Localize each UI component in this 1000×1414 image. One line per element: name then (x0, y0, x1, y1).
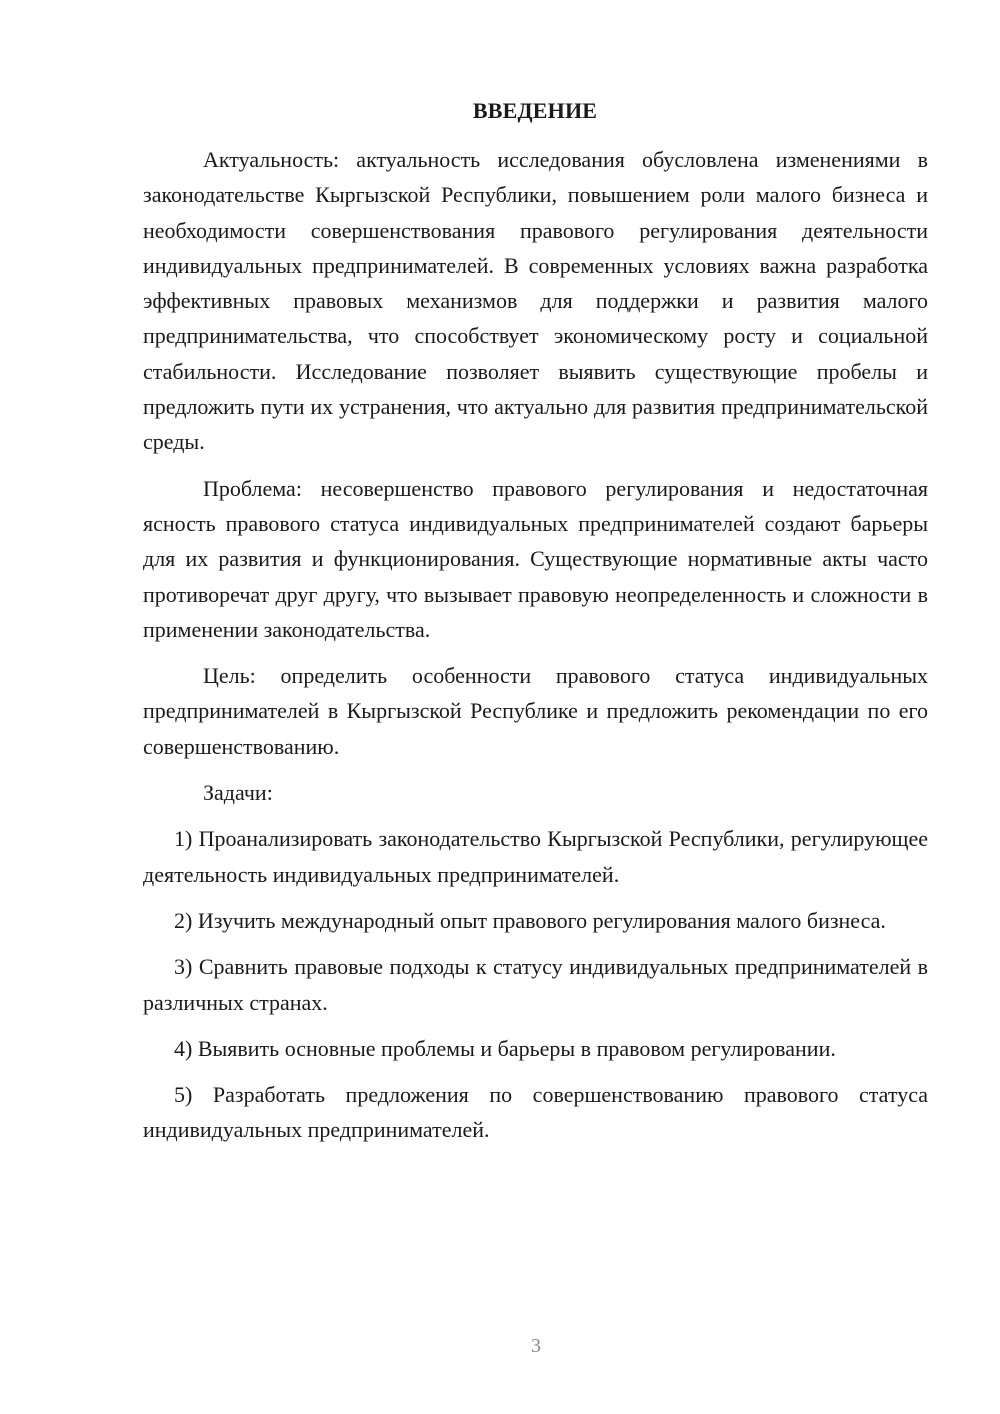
task-item-3: 3) Сравнить правовые подходы к статусу индивидуальных предпринимателей в различных странах. (143, 954, 928, 1015)
task-item-2: 2) Изучить международный опыт правового регулирования малого бизнеса. (174, 907, 886, 933)
task-item-4: 4) Выявить основные проблемы и барьеры в правовом регулировании. (174, 1035, 836, 1061)
tasks-heading: Задачи: (203, 780, 273, 806)
relevance-paragraph: Актуальность: актуальность исследования обусловлена изменениями в законодательстве Кыргызской Республики, повышением роли малого бизнеса и необходимости совершенствования правового регулирования деятельности индивидуальных предпринимателей. В современных условиях важна разработка эффективных правовых механизмов для поддержки и развития малого предпринимательства, что способствует экономическому росту и социальной стабильности. Исследование позволяет выявить существующие пробелы и предложить пути их устранения, что актуально для развития предпринимательской среды. (143, 147, 928, 455)
document-body (143, 142, 928, 1148)
task-item-5: 5) Разработать предложения по совершенствованию правового статуса индивидуальных предпринимателей. (143, 1082, 928, 1143)
goal-paragraph: Цель: определить особенности правового статуса индивидуальных предпринимателей в Кыргызской Республике и предложить рекомендации по его совершенствованию. (143, 663, 928, 759)
task-item-1: 1) Проанализировать законодательство Кыргызской Республики, регулирующее деятельность индивидуальных предпринимателей. (143, 826, 928, 887)
page-title: ВВЕДЕНИЕ (472, 98, 598, 123)
problem-paragraph: Проблема: несовершенство правового регулирования и недостаточная ясность правового статуса индивидуальных предпринимателей создают барьеры для их развития и функционирования. Существующие нормативные акты часто противоречат друг другу, что вызывает правовую неопределенность и сложности в применении законодательства. (143, 475, 928, 642)
page-number: 3 (531, 1335, 541, 1357)
